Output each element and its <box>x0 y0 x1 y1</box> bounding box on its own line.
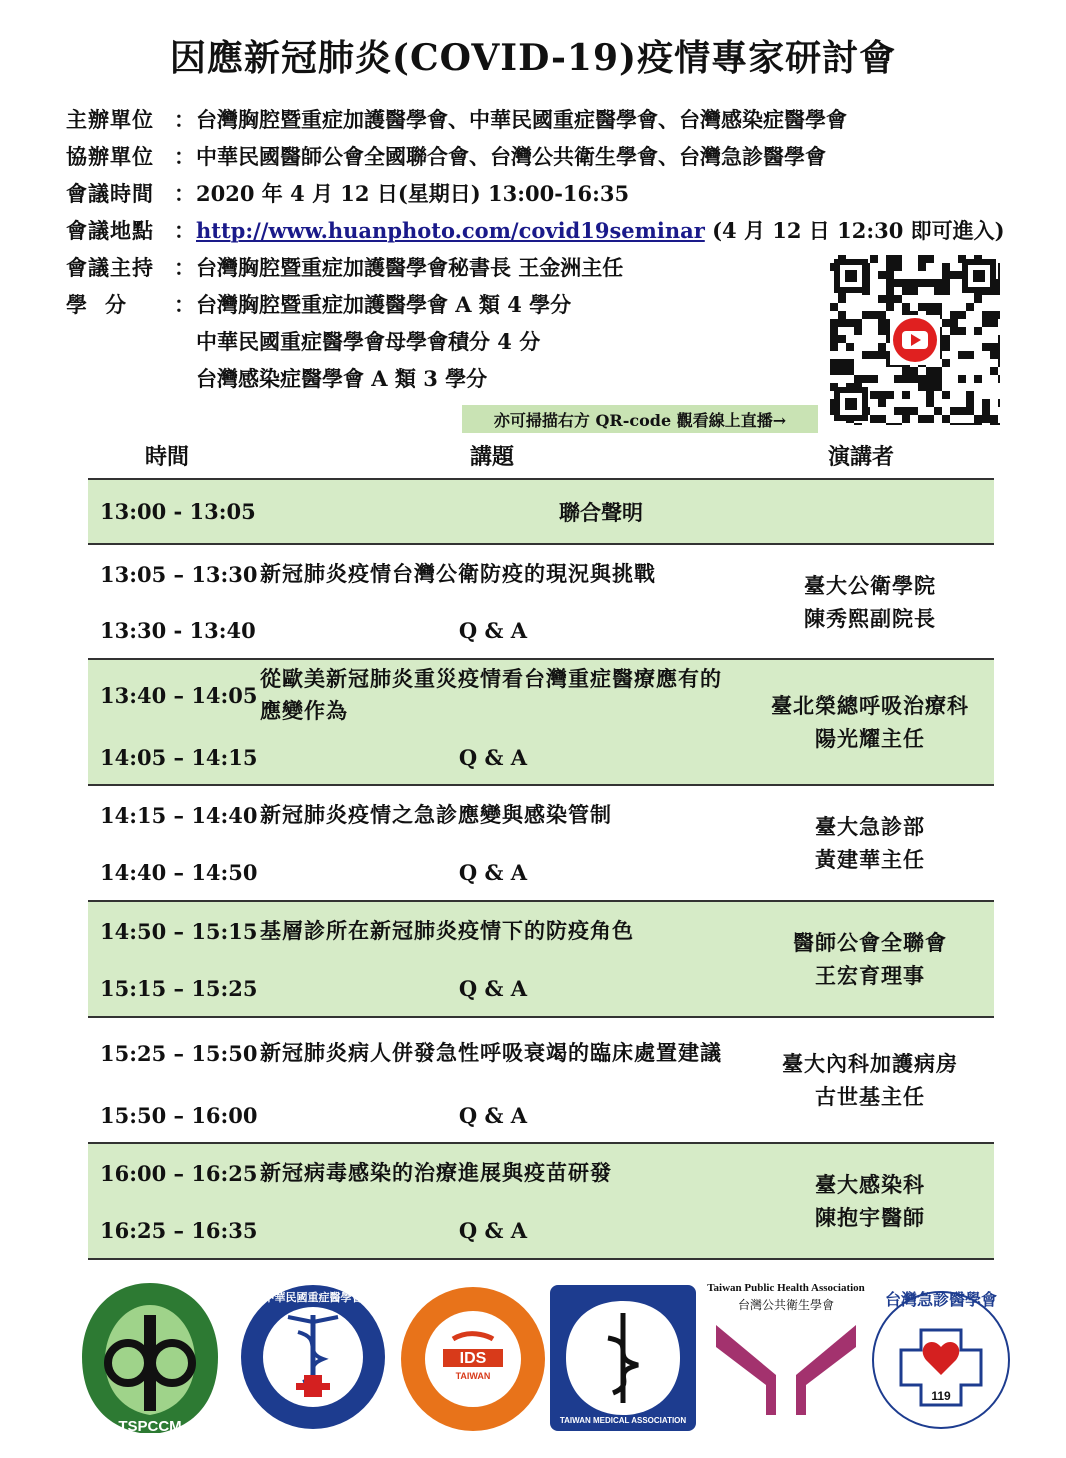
coorganizer-row: 協辦單位 ： 中華民國醫師公會全國聯合會、台灣公共衛生學會、台灣急診醫學會 <box>66 137 1026 174</box>
speaker <box>746 545 994 658</box>
tspccm-text: TSPCCM <box>118 1418 182 1435</box>
tsem-num: 119 <box>931 1389 951 1403</box>
header-speaker: 演講者 <box>828 444 895 470</box>
tma-logo-icon <box>548 1283 698 1437</box>
time-value: 2020 年 4 月 12 日(星期日) 13:00-16:35 <box>196 180 630 206</box>
schedule-block-3 <box>88 786 994 902</box>
schedule-block-4 <box>88 902 994 1018</box>
session-time: 14:50 – 15:15 <box>100 918 258 944</box>
session-topic: 聯合聲明 <box>559 499 643 525</box>
organizer-value: 台灣胸腔暨重症加護醫學會、中華民國重症醫學會、台灣感染症醫學會 <box>196 106 847 132</box>
venue-note: (4 月 12 日 12:30 即可進入) <box>704 217 1005 243</box>
tma-text: TAIWAN MEDICAL ASSOCIATION <box>559 1416 687 1425</box>
venue-row: 會議地點 ： http://www.huanphoto.com/covid19seminar (4 月 12 日 12:30 即可進入) <box>66 211 1026 248</box>
session-topic: 新冠肺炎病人併發急性呼吸衰竭的臨床處置建議 <box>260 1040 722 1065</box>
venue-label: 會議地點 <box>66 217 154 243</box>
ids-text: IDS <box>459 1350 487 1367</box>
tscc-text: 中華民國重症醫學會 <box>263 1291 363 1304</box>
tscc-logo-icon <box>238 1277 388 1441</box>
speaker <box>746 1018 994 1142</box>
speaker-org: 臺大內科加護病房 <box>782 1051 958 1076</box>
coorganizer-label: 協辦單位 <box>66 143 154 169</box>
time-label: 會議時間 <box>66 180 154 206</box>
speaker <box>746 902 994 1016</box>
page-title: 因應新冠肺炎(COVID-19)疫情專家研討會 <box>169 37 897 79</box>
tspccm-logo-icon <box>70 1275 230 1444</box>
tpha-zh: 台灣公共衛生學會 <box>737 1298 835 1312</box>
speaker-org: 臺大公衛學院 <box>804 572 936 598</box>
tsem-logo-icon <box>866 1275 1016 1444</box>
ids-logo-icon <box>398 1279 548 1443</box>
table-headers <box>0 440 1066 474</box>
ids-sub: TAIWAN <box>455 1371 491 1381</box>
qa-time: 15:15 – 15:25 <box>100 975 258 1001</box>
speaker-org: 臺大感染科 <box>815 1172 925 1197</box>
speaker-org: 醫師公會全聯會 <box>793 930 947 955</box>
session-topic: 從歐美新冠肺炎重災疫情看台灣重症醫療應有的應變作為 <box>260 666 722 723</box>
speaker <box>746 1144 994 1258</box>
qa-label: Q & A <box>458 859 528 885</box>
schedule-table <box>88 478 994 1260</box>
qa-label: Q & A <box>458 744 528 770</box>
credit-value-1: 台灣胸腔暨重症加護醫學會 A 類 4 學分 <box>196 291 572 317</box>
qa-time: 13:30 - 13:40 <box>100 618 256 643</box>
qr-code-icon[interactable] <box>830 255 1000 425</box>
organizer-row: 主辦單位 ： 台灣胸腔暨重症加護醫學會、中華民國重症醫學會、台灣感染症醫學會 <box>66 100 1026 137</box>
session-topic: 新冠肺炎疫情之急診應變與感染管制 <box>260 802 612 827</box>
coorganizer-value: 中華民國醫師公會全國聯合會、台灣公共衛生學會、台灣急診醫學會 <box>196 143 826 169</box>
time-row: 會議時間 ： 2020 年 4 月 12 日(星期日) 13:00-16:35 <box>66 174 1026 211</box>
credit-label: 學分 <box>66 291 144 317</box>
schedule-row-opening <box>88 478 994 545</box>
header-time: 時間 <box>145 444 190 470</box>
host-row: 會議主持 ： 台灣胸腔暨重症加護醫學會秘書長 王金洲主任 <box>66 248 1026 285</box>
qa-label: Q & A <box>458 975 528 1001</box>
session-time: 13:05 – 13:30 <box>100 561 258 587</box>
session-time: 13:40 – 14:05 <box>100 682 258 708</box>
session-time: 15:25 – 15:50 <box>100 1040 258 1066</box>
schedule-block-2 <box>88 660 994 786</box>
speaker-name: 陳秀熙副院長 <box>804 605 936 631</box>
credit-row: 學分 ： 台灣胸腔暨重症加護醫學會 A 類 4 學分 <box>66 285 1026 322</box>
session-topic: 基層診所在新冠肺炎疫情下的防疫角色 <box>260 918 634 943</box>
speaker-org: 臺大急診部 <box>815 814 925 839</box>
qa-time: 14:05 – 14:15 <box>100 744 258 770</box>
schedule-block-6 <box>88 1144 994 1260</box>
tsem-text: 台灣急診醫學會 <box>884 1290 998 1309</box>
organizer-label: 主辦單位 <box>66 106 154 132</box>
tpha-en: Taiwan Public Health Association <box>707 1282 865 1294</box>
session-time: 14:15 – 14:40 <box>100 802 258 828</box>
speaker-name: 古世基主任 <box>815 1084 925 1109</box>
qa-time: 15:50 – 16:00 <box>100 1102 258 1128</box>
credit-value-3: 台灣感染症醫學會 A 類 3 學分 <box>196 365 488 391</box>
speaker-org: 臺北榮總呼吸治療科 <box>771 693 969 718</box>
qa-label: Q & A <box>458 1102 528 1128</box>
sponsor-logos <box>70 1275 1020 1445</box>
session-time: 16:00 – 16:25 <box>100 1160 258 1186</box>
qa-label: Q & A <box>458 1217 528 1243</box>
speaker-name: 陽光耀主任 <box>815 726 925 751</box>
speaker <box>746 786 994 900</box>
session-topic: 新冠病毒感染的治療進展與疫苗研發 <box>260 1160 612 1185</box>
header-topic: 講題 <box>470 444 515 470</box>
session-topic: 新冠肺炎疫情台灣公衛防疫的現況與挑戰 <box>260 561 656 586</box>
speaker-name: 黃建華主任 <box>815 847 925 872</box>
tpha-logo-icon <box>706 1275 866 1439</box>
speaker-name: 陳抱宇醫師 <box>815 1205 925 1230</box>
qa-time: 16:25 – 16:35 <box>100 1217 258 1243</box>
schedule-block-5 <box>88 1018 994 1144</box>
host-label: 會議主持 <box>66 254 154 280</box>
qr-notice: 亦可掃描右方 QR-code 觀看線上直播→ <box>462 405 818 433</box>
venue-link[interactable]: http://www.huanphoto.com/covid19seminar <box>196 217 705 243</box>
qa-label: Q & A <box>458 618 528 643</box>
session-time: 13:00 - 13:05 <box>100 499 256 524</box>
speaker-name: 王宏育理事 <box>815 963 925 988</box>
speaker <box>746 660 994 784</box>
qa-time: 14:40 – 14:50 <box>100 859 258 885</box>
credit-value-2: 中華民國重症醫學會母學會積分 4 分 <box>196 328 541 354</box>
host-value: 台灣胸腔暨重症加護醫學會秘書長 王金洲主任 <box>196 254 624 280</box>
schedule-block-1 <box>88 545 994 660</box>
